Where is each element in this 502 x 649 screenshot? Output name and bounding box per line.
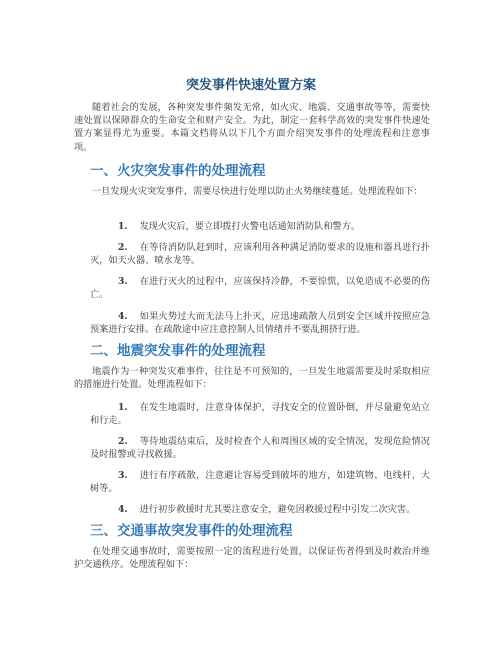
section-intro-traffic: 在处理交通事故时，需要按照一定的流程进行处置，以保证伤者得到及时救治并维护交通秩序。处理流程如下： — [74, 546, 430, 571]
list-item-text: 发现火灾后，要立即拨打火警电话通知消防队和警方。 — [139, 221, 361, 232]
section-heading-earthquake: 二、地震突发事件的处理流程 — [90, 343, 266, 359]
section-intro-fire: 一旦发现火灾突发事件，需要尽快进行处理以防止火势继续蔓延。处理流程如下： — [92, 186, 423, 197]
list-item-text: 进行初步救援时尤其要注意安全，避免因救援过程中引发二次灾害。 — [139, 504, 416, 515]
list-item-text: 在等待消防队赶到时，应该利用各种满足消防要求的设施和器具进行扑灭，如天火器、喷水龙等。 — [90, 242, 430, 267]
list-item-text: 等待地震结束后，及时检查个人和周围区域的安全情况，发现危险情况及时报警或寻找救援。 — [90, 436, 430, 461]
list-item-text: 在进行灭火的过程中，应该保持冷静，不要惊慌，以免造成不必要的伤亡。 — [90, 276, 430, 301]
intro-paragraph: 随着社会的发展，各种突发事件频发无常，如火灾、地震、交通事故等等，需要快速处置以保障群众的生命安全和财产安全。为此，制定一套科学高效的突发事件快速处置方案显得尤为重要。本篇文档将从以下几个方面介绍突发事件的处理流程和注意事项。 — [74, 102, 430, 153]
list-item — [90, 275, 430, 301]
list-item-text: 进行有序疏散，注意避让容易受到破坏的地方，如建筑物、电线杆、大树等。 — [90, 470, 430, 495]
section-intro-earthquake: 地震作为一种突发灾难事件，往往是不可预知的，一旦发生地震需要及时采取相应的措施进行处置。处理流程如下： — [74, 366, 430, 391]
list-item — [90, 241, 430, 267]
list-item-number: 1. — [118, 221, 128, 232]
list-item-number: 3. — [118, 470, 128, 481]
section-heading-traffic: 三、交通事故突发事件的处理流程 — [90, 523, 293, 539]
list-item — [90, 220, 430, 233]
list-item — [90, 469, 430, 495]
section-heading-fire: 一、火灾突发事件的处理流程 — [90, 163, 266, 179]
list-item-number: 3. — [118, 276, 128, 287]
list-item-number: 2. — [118, 242, 128, 253]
list-item — [90, 401, 430, 427]
list-item — [90, 310, 430, 336]
list-item-number: 2. — [118, 436, 128, 447]
list-item — [90, 435, 430, 461]
list-item-number: 4. — [118, 504, 128, 515]
document-title: 突发事件快速处置方案 — [185, 78, 316, 93]
list-item-number: 1. — [118, 402, 128, 413]
list-item-text: 在发生地震时，注意身体保护，寻找安全的位置卧倒，并尽量避免站立和行走。 — [90, 402, 430, 427]
list-item — [90, 503, 430, 516]
list-item-number: 4. — [118, 311, 128, 322]
list-item-text: 如果火势过大而无法马上扑灭，应迅速疏散人员到安全区域并按照应急预案进行安排。在疏散途中应注意控制人员情绪并不要乱拥挤行进。 — [90, 311, 430, 336]
